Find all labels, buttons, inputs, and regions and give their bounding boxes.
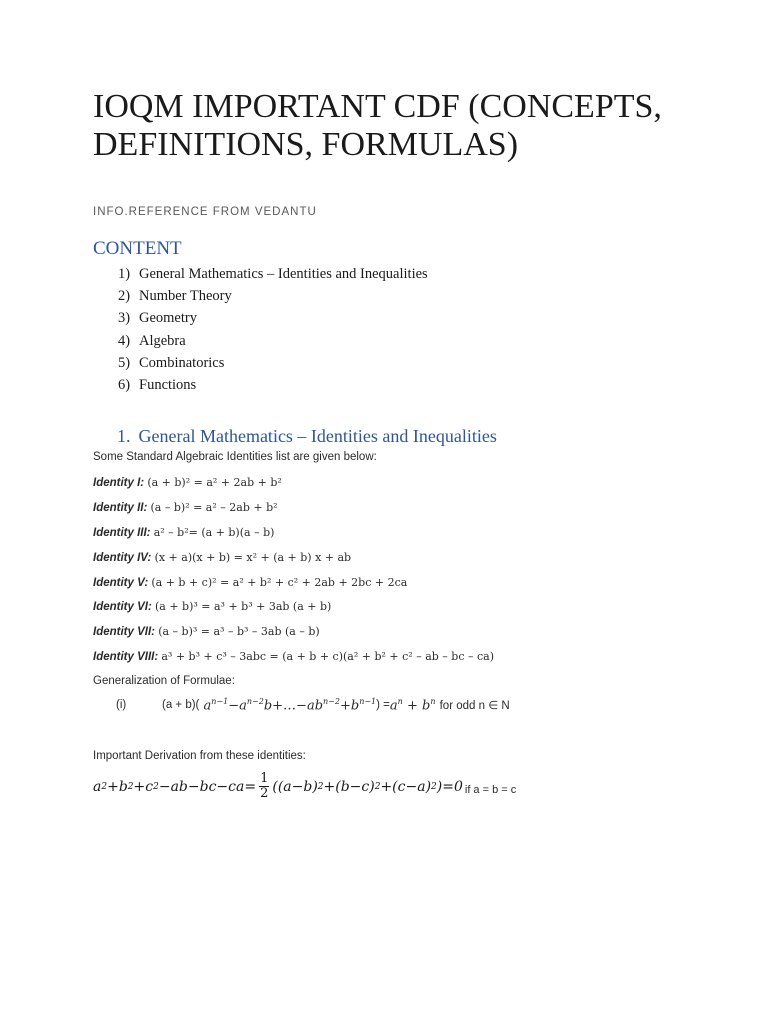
formula-condition: for odd n ∈ N bbox=[439, 700, 510, 713]
identity-equation: (a + b)³ = a³ + b³ + 3ab (a + b) bbox=[154, 600, 332, 613]
section-title: General Mathematics – Identities and Inequalities bbox=[138, 426, 497, 446]
identity-equation: (x + a)(x + b) = x² + (a + b) x + ab bbox=[154, 551, 352, 564]
identity-row bbox=[93, 551, 351, 564]
formula-result: $a^n + b^n$ bbox=[389, 697, 436, 714]
toc-item bbox=[118, 374, 428, 396]
identity-equation: a³ + b³ + c³ – 3abc = (a + b + c)(a² + b² + c² – ab – bc – ca) bbox=[161, 650, 495, 663]
one-half-fraction: $\frac{1}{2}$ bbox=[260, 771, 269, 801]
toc-number: 2) bbox=[118, 288, 131, 305]
derivation-expression: a 2 +b 2 +c 2 −ab−bc−ca= $\frac{1}{2}$ ((a−b) 2 +(b−c) 2 +(c−a) 2 )=0 bbox=[93, 771, 463, 801]
toc-label: Algebra bbox=[139, 332, 186, 349]
derivation-heading: Important Derivation from these identities: bbox=[93, 750, 306, 762]
identity-row bbox=[93, 625, 320, 638]
identity-label: Identity VII: bbox=[93, 626, 155, 638]
identity-equation: (a – b)³ = a³ – b³ – 3ab (a – b) bbox=[158, 625, 320, 638]
generalization-heading: Generalization of Formulae: bbox=[93, 675, 235, 687]
section-heading bbox=[117, 426, 497, 447]
formula-expression: $a^{n-1}-a^{n-2}b+\dots-ab^{n-2}+b^{n-1}$ bbox=[199, 697, 377, 714]
toc-item bbox=[118, 285, 428, 307]
identity-row bbox=[93, 600, 331, 613]
identity-label: Identity III: bbox=[93, 527, 151, 539]
identity-label: Identity I: bbox=[93, 477, 145, 489]
identity-row bbox=[93, 650, 494, 663]
identity-equation: a² – b²= (a + b)(a – b) bbox=[153, 526, 275, 539]
identity-equation: (a – b)² = a² – 2ab + b² bbox=[150, 501, 278, 514]
identity-label: Identity VIII: bbox=[93, 651, 159, 663]
derivation-condition: if a = b = c bbox=[464, 783, 517, 796]
toc-item bbox=[118, 330, 428, 352]
identity-equation: (a + b)² = a² + 2ab + b² bbox=[147, 476, 282, 489]
generalization-formula bbox=[116, 697, 510, 713]
toc-number: 3) bbox=[118, 310, 131, 327]
formula-prefix: (a + b)( bbox=[162, 699, 200, 712]
identity-label: Identity VI: bbox=[93, 601, 152, 613]
identity-row bbox=[93, 501, 278, 514]
table-of-contents bbox=[118, 263, 428, 396]
toc-item bbox=[118, 263, 428, 285]
toc-item bbox=[118, 307, 428, 329]
toc-number: 4) bbox=[118, 332, 131, 349]
identity-row bbox=[93, 526, 274, 539]
toc-label: General Mathematics – Identities and Inequalities bbox=[139, 266, 428, 282]
identities-intro: Some Standard Algebraic Identities list are given below: bbox=[93, 451, 377, 463]
toc-label: Combinatorics bbox=[139, 354, 225, 371]
identity-row bbox=[93, 576, 407, 589]
page-title: IOQM IMPORTANT CDF (CONCEPTS, DEFINITIONS, FORMULAS) bbox=[93, 88, 662, 163]
identity-label: Identity IV: bbox=[93, 552, 152, 564]
toc-label: Number Theory bbox=[139, 288, 232, 305]
formula-suffix: ) = bbox=[376, 699, 390, 712]
toc-number: 6) bbox=[118, 377, 131, 394]
identity-row bbox=[93, 476, 282, 489]
identity-label: Identity II: bbox=[93, 502, 148, 514]
identity-label: Identity V: bbox=[93, 577, 149, 589]
toc-number: 1) bbox=[118, 266, 131, 282]
formula-numeral: (i) bbox=[116, 699, 127, 712]
toc-item bbox=[118, 352, 428, 374]
identity-equation: (a + b + c)² = a² + b² + c² + 2ab + 2bc + 2ca bbox=[151, 576, 408, 589]
page-subtitle: INFO.REFERENCE FROM VEDANTU bbox=[93, 206, 317, 218]
derivation-formula bbox=[93, 772, 516, 801]
toc-label: Geometry bbox=[139, 310, 197, 327]
content-heading: CONTENT bbox=[93, 238, 182, 259]
toc-number: 5) bbox=[118, 354, 131, 371]
section-number: 1. bbox=[117, 426, 131, 446]
toc-label: Functions bbox=[139, 377, 197, 394]
